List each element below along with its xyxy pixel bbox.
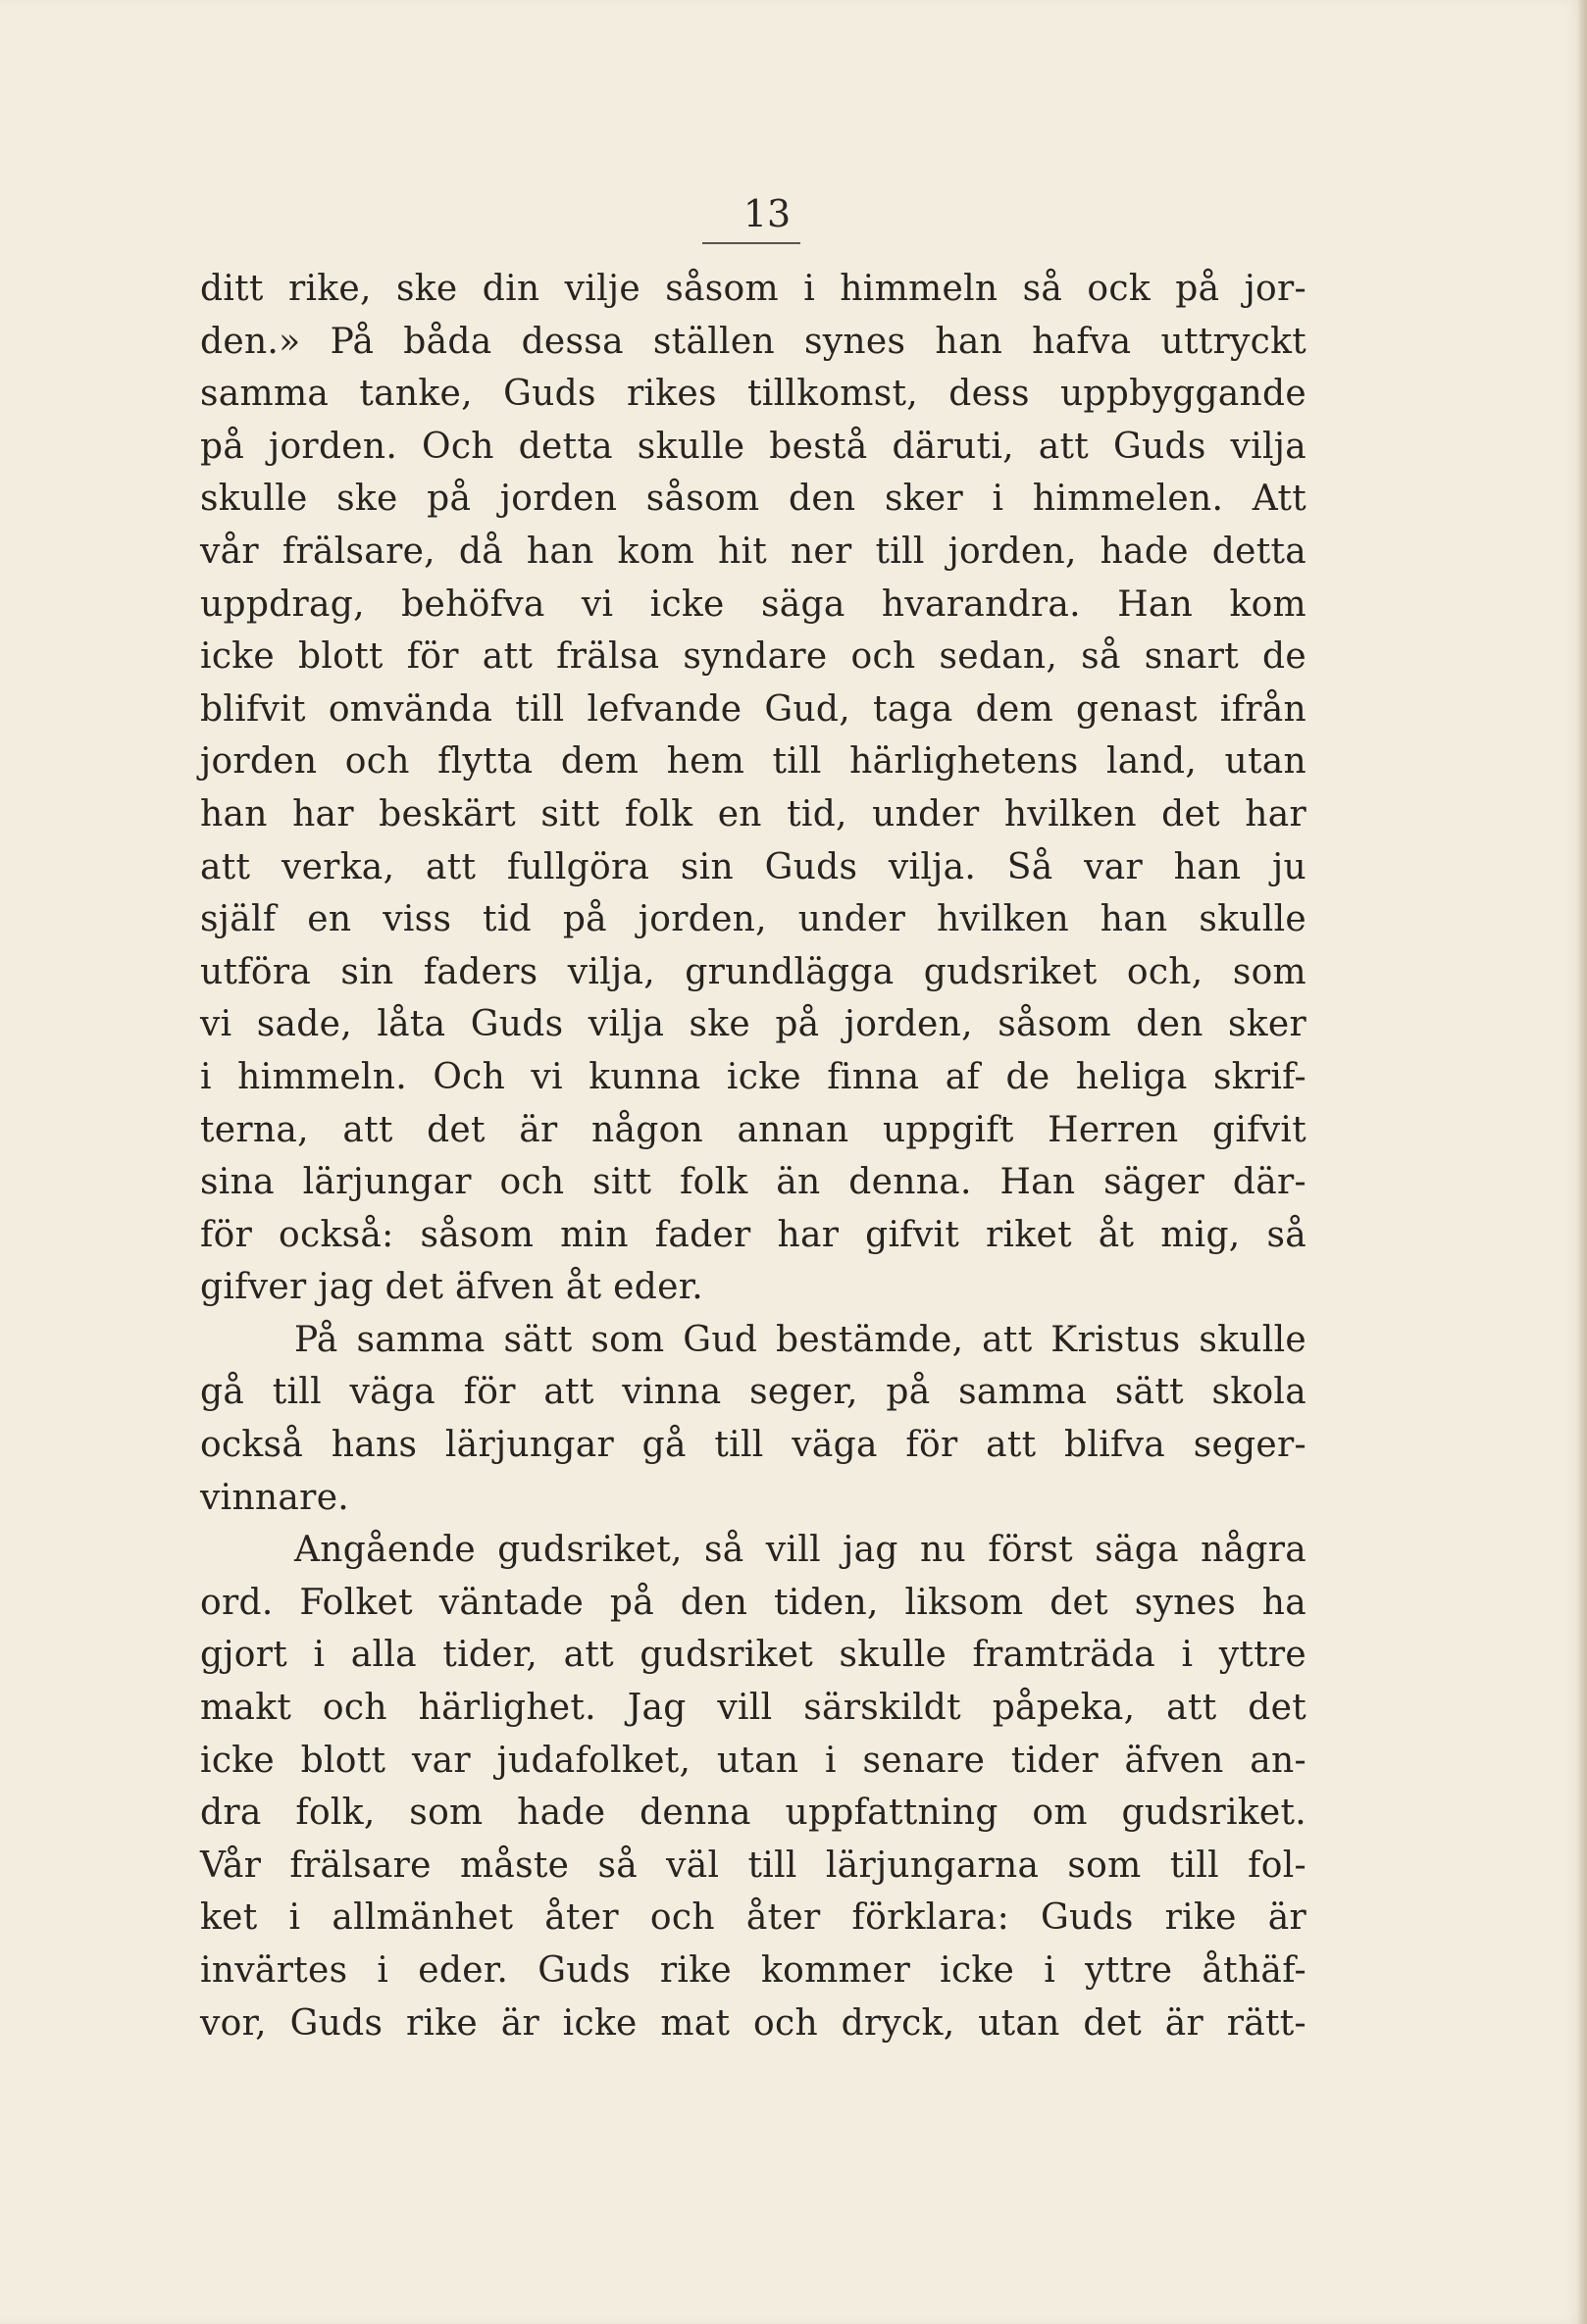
text-line: den.» På båda dessa ställen synes han hafva uttryckt bbox=[200, 321, 1306, 362]
text-line: vi sade, låta Guds vilja ske på jorden, såsom den sker bbox=[200, 1004, 1306, 1045]
text-line: dra folk, som hade denna uppfattning om gudsriket. bbox=[200, 1793, 1306, 1834]
text-line: gifver jag det äfven åt eder. bbox=[200, 1267, 704, 1308]
text-line: ord. Folket väntade på den tiden, liksom det synes ha bbox=[200, 1582, 1306, 1623]
page-number: 13 bbox=[742, 192, 792, 235]
text-line: uppdrag, behöfva vi icke säga hvarandra. Han kom bbox=[200, 583, 1306, 625]
text-line: samma tanke, Guds rikes tillkomst, dess uppbyggande bbox=[200, 374, 1306, 415]
page-number-rule bbox=[702, 242, 800, 244]
text-line: utföra sin faders vilja, grundlägga gudsriket och, som bbox=[200, 951, 1306, 992]
page-edge-shadow bbox=[1577, 0, 1587, 2324]
text-line: Angående gudsriket, så vill jag nu först säga några bbox=[294, 1530, 1306, 1571]
text-line: på jorden. Och detta skulle bestå däruti, att Guds vilja bbox=[200, 426, 1306, 467]
text-line: ket i allmänhet åter och åter förklara: Guds rike är bbox=[200, 1897, 1306, 1939]
text-line: vor, Guds rike är icke mat och dryck, utan det är rätt- bbox=[200, 2002, 1306, 2044]
text-line: gå till väga för att vinna seger, på samma sätt skola bbox=[200, 1372, 1306, 1413]
text-line: icke blott för att frälsa syndare och sedan, så snart de bbox=[200, 636, 1306, 678]
text-line: På samma sätt som Gud bestämde, att Kristus skulle bbox=[294, 1319, 1306, 1360]
text-line: vår frälsare, då han kom hit ner till jorden, hade detta bbox=[200, 530, 1306, 572]
text-line: för också: såsom min fader har gifvit riket åt mig, så bbox=[200, 1214, 1306, 1255]
text-line: jorden och flytta dem hem till härlighetens land, utan bbox=[200, 741, 1306, 783]
text-line: att verka, att fullgöra sin Guds vilja. Så var han ju bbox=[200, 846, 1306, 887]
text-line: också hans lärjungar gå till väga för att blifva seger- bbox=[200, 1425, 1306, 1466]
text-line: i himmeln. Och vi kunna icke finna af de heliga skrif- bbox=[200, 1056, 1306, 1097]
body-text bbox=[200, 263, 1306, 2049]
text-line: terna, att det är någon annan uppgift Herren gifvit bbox=[200, 1109, 1306, 1150]
text-line: skulle ske på jorden såsom den sker i himmelen. Att bbox=[200, 479, 1306, 520]
text-line: icke blott var judafolket, utan i senare tider äfven an- bbox=[200, 1740, 1306, 1781]
text-line: makt och härlighet. Jag vill särskildt påpeka, att det bbox=[200, 1688, 1306, 1729]
text-line: vinnare. bbox=[200, 1477, 350, 1518]
text-line: gjort i alla tider, att gudsriket skulle framträda i yttre bbox=[200, 1635, 1306, 1676]
text-line: blifvit omvända till lefvande Gud, taga dem genast ifrån bbox=[200, 688, 1306, 730]
text-line: han har beskärt sitt folk en tid, under hvilken det har bbox=[200, 793, 1306, 834]
text-line: själf en viss tid på jorden, under hvilken han skulle bbox=[200, 899, 1306, 940]
text-line: ditt rike, ske din vilje såsom i himmeln så ock på jor- bbox=[200, 269, 1306, 309]
text-line: Vår frälsare måste så väl till lärjungarna som till fol- bbox=[200, 1844, 1306, 1886]
text-line: invärtes i eder. Guds rike kommer icke i yttre åthäf- bbox=[200, 1950, 1306, 1991]
text-line: sina lärjungar och sitt folk än denna. Han säger där- bbox=[200, 1162, 1306, 1203]
